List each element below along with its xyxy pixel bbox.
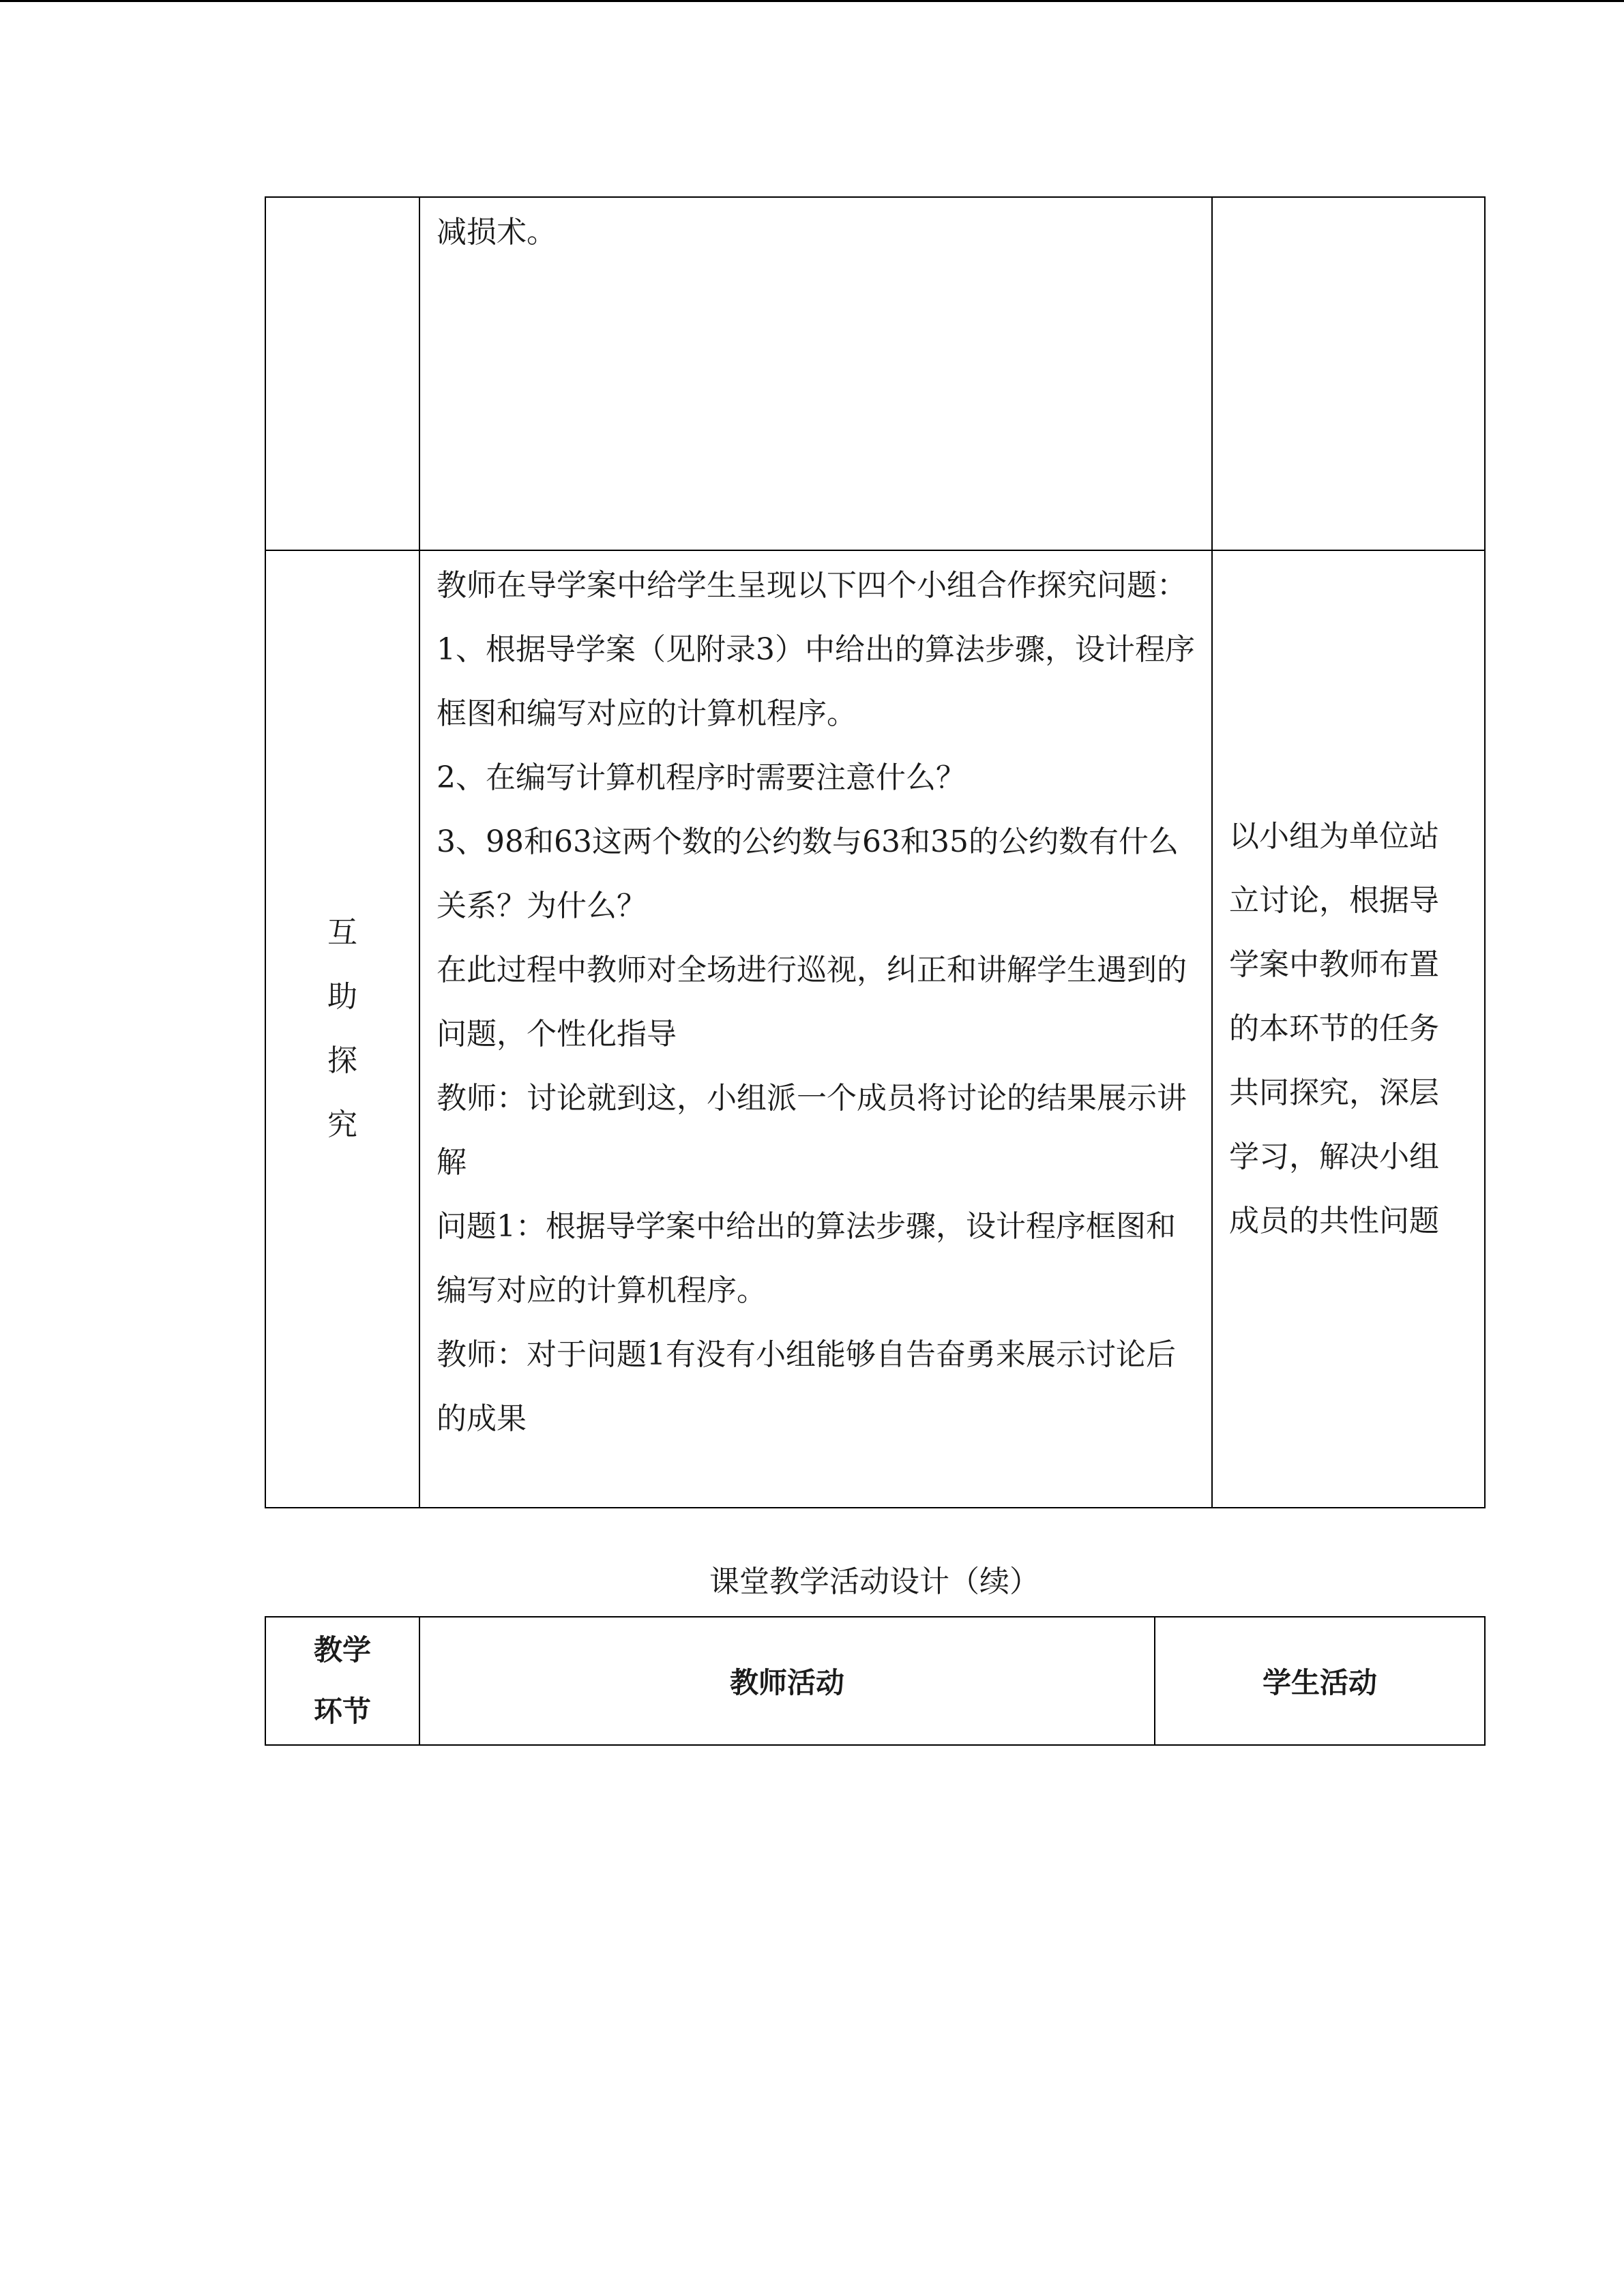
stage-char: 助 [327,979,357,1014]
table-caption: 课堂教学活动设计（续） [709,1564,1039,1599]
header-row [265,1617,1485,1745]
top-border-line [0,0,1624,2]
table-row [265,197,1485,550]
teacher-paragraph: 3、98和63这两个数的公约数与63和35的公约数有什么关系？为什么？ [437,824,1179,923]
stage-char: 究 [327,1107,357,1142]
teacher-paragraph: 在此过程中教师对全场进行巡视，纠正和讲解学生遇到的问题，个性化指导 [437,953,1187,1052]
teacher-paragraph: 2、在编写计算机程序时需要注意什么？ [437,760,966,795]
teacher-paragraph: 教师：对于问题1有没有小组能够自告奋勇来展示讨论后的成果 [437,1337,1176,1436]
teacher-paragraph: 问题1：根据导学案中给出的算法步骤，设计程序框图和编写对应的计算机程序。 [437,1209,1176,1308]
stage-char: 互 [327,915,357,950]
teacher-paragraph: 教师在导学案中给学生呈现以下四个小组合作探究问题： [437,568,1187,603]
student-activity-cell [1212,550,1485,1508]
header-stage [265,1617,419,1745]
activity-table [265,196,1486,1508]
teacher-activity-text: 减损术。 [437,215,557,250]
continued-table-header [265,1616,1486,1746]
header-teacher-activity: 教师活动 [419,1617,1155,1745]
stage-cell [265,197,419,550]
table-row [265,550,1485,1508]
stage-char: 探 [327,1043,357,1078]
student-activity-text: 以小组为单位站立讨论，根据导学案中教师布置的本环节的任务共同探究，深层学习，解决小组成员的共性问题 [1229,819,1439,1238]
student-activity-cell [1212,197,1485,550]
header-student-activity: 学生活动 [1155,1617,1485,1745]
header-stage-line: 教学 [313,1633,371,1667]
teacher-activity-cell [419,550,1212,1508]
teacher-paragraph: 教师：讨论就到这，小组派一个成员将讨论的结果展示讲解 [437,1081,1187,1180]
teacher-activity-cell [419,197,1212,550]
teacher-paragraph: 1、根据导学案（见附录3）中给出的算法步骤，设计程序框图和编写对应的计算机程序。 [437,632,1195,731]
stage-cell [265,550,419,1508]
header-stage-line: 环节 [313,1695,371,1728]
